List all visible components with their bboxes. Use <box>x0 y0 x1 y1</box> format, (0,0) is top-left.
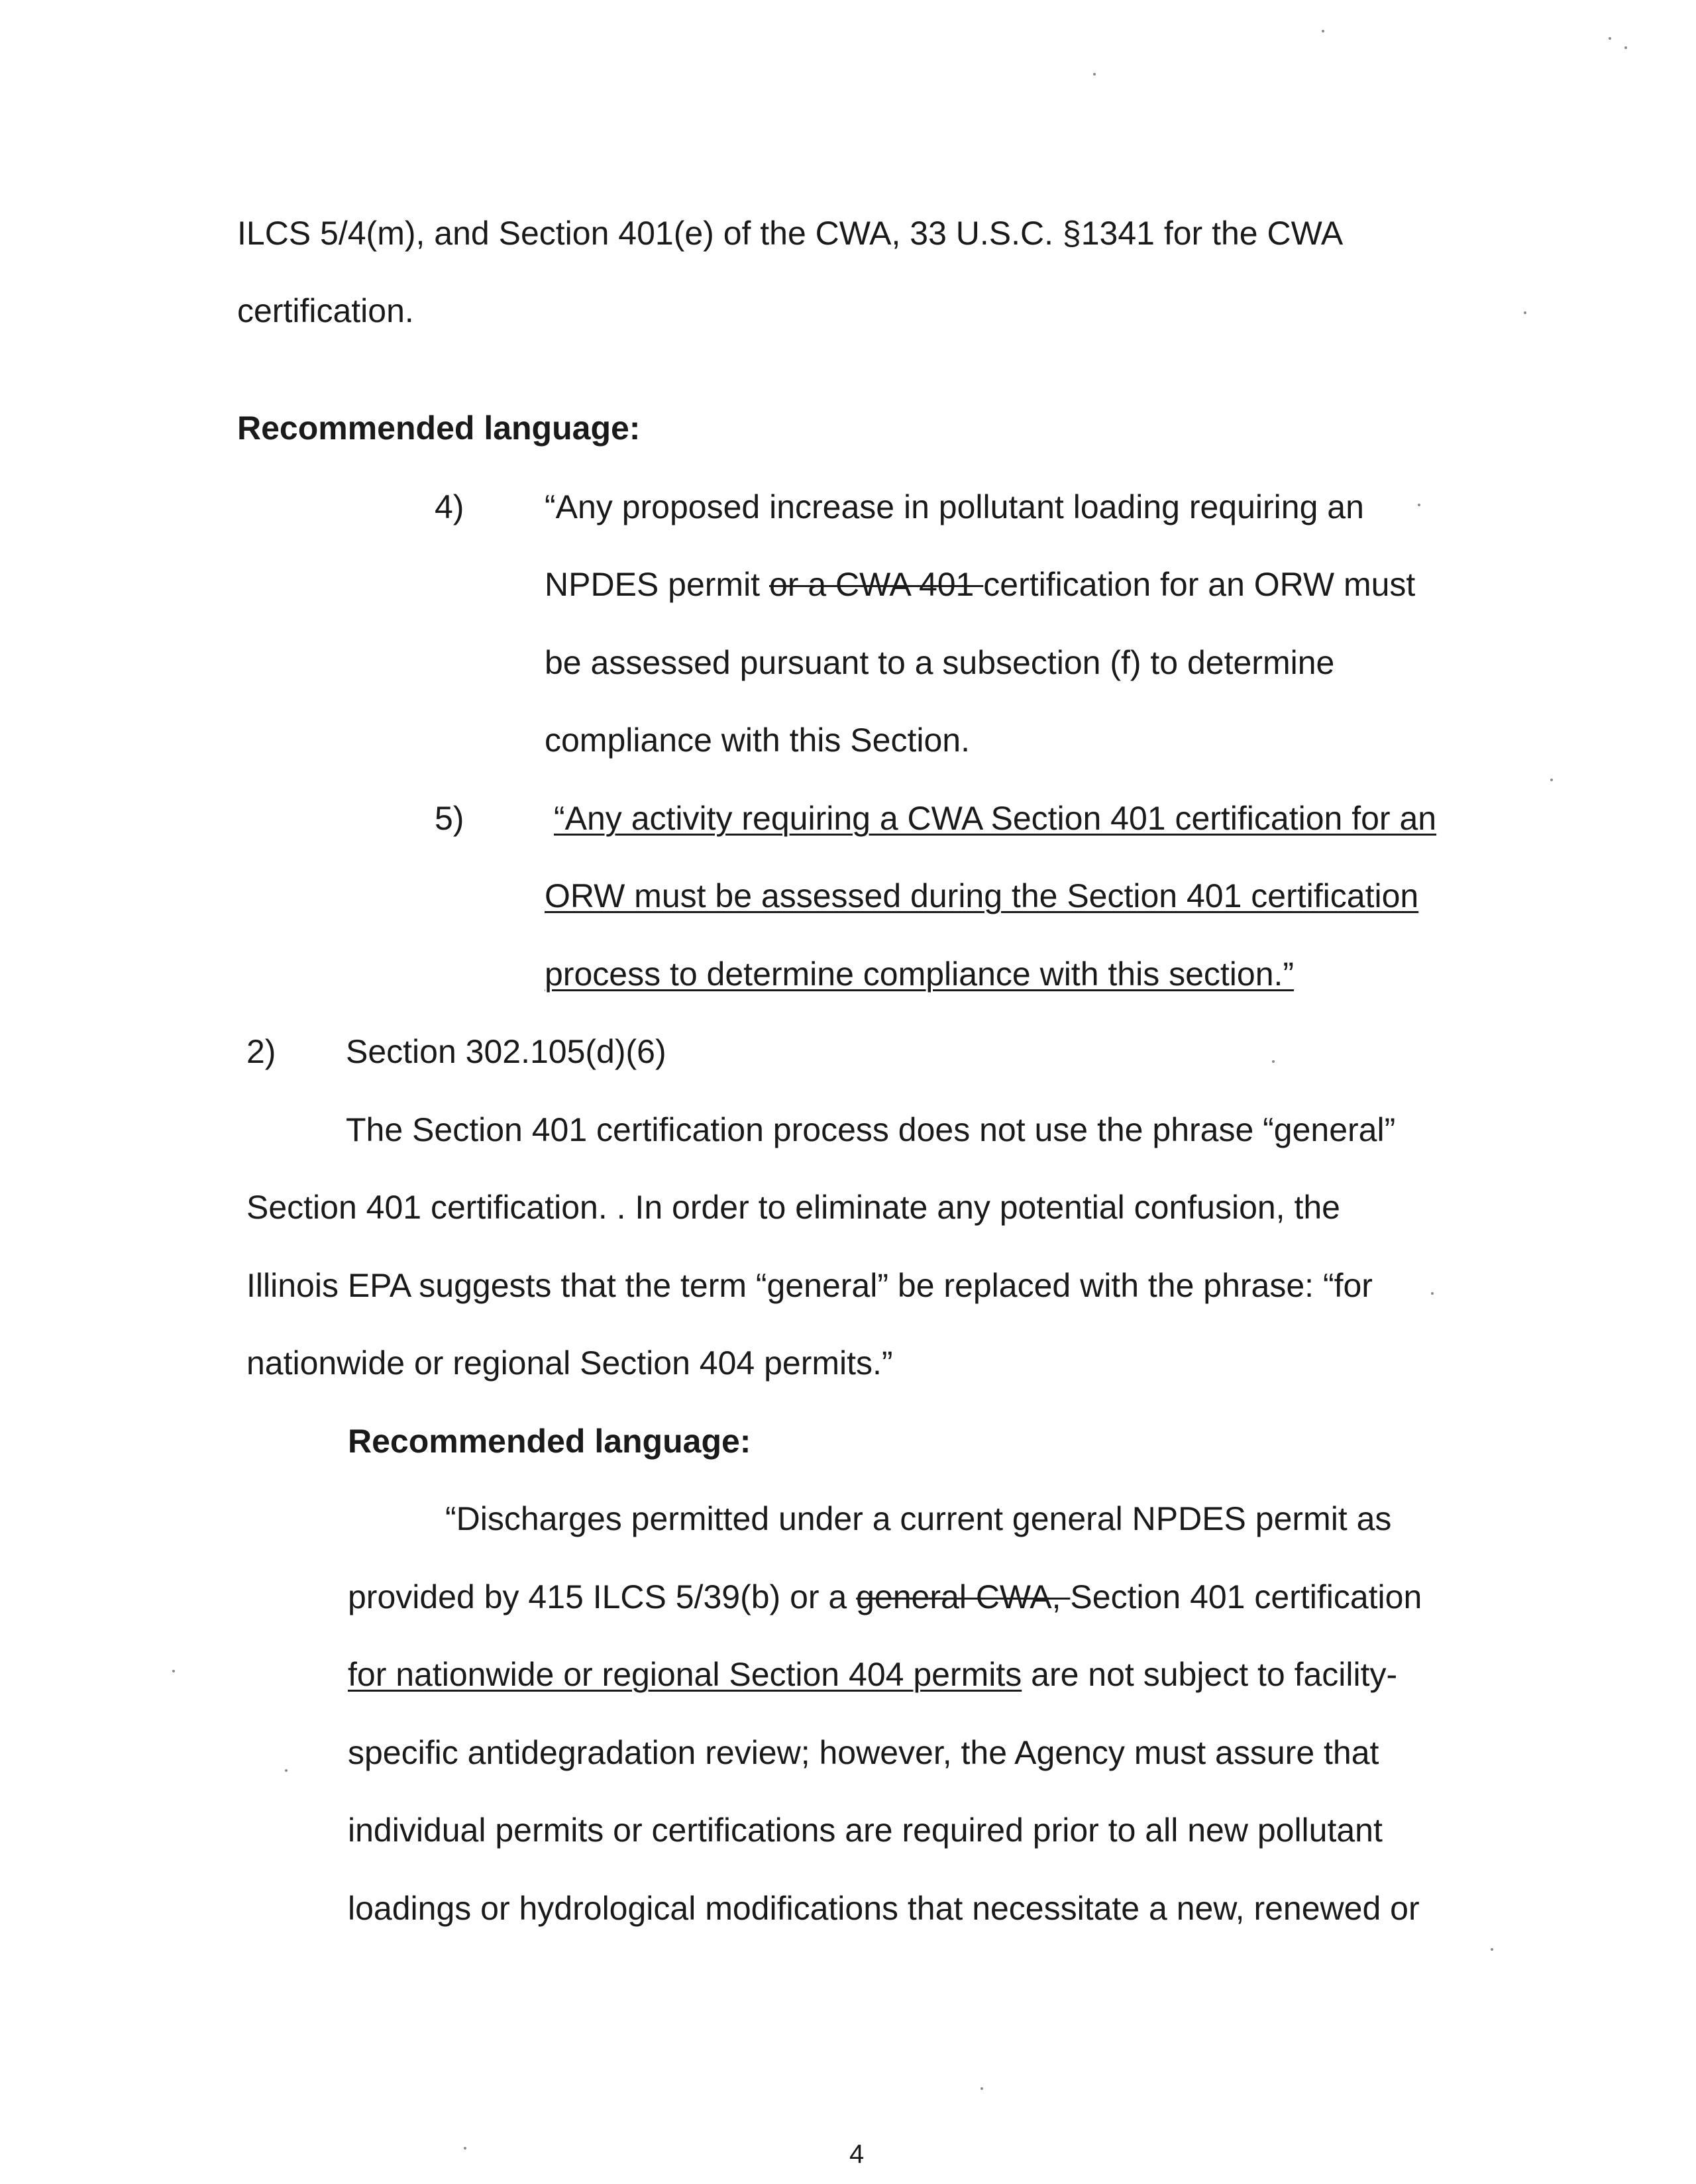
quote-underlined-text: for nationwide or regional Section 404 permits <box>348 1656 1022 1693</box>
item-4-number: 4) <box>435 488 464 525</box>
section-2-para-line-4: nationwide or regional Section 404 permits.” <box>246 1344 893 1382</box>
section-2-number: 2) <box>246 1033 276 1070</box>
item-4-line-2-text: NPDES permit <box>545 566 769 603</box>
recommended-language-heading-2: Recommended language: <box>348 1423 751 1460</box>
section-2-title: Section 302.105(d)(6) <box>346 1033 666 1070</box>
recommended-language-heading-1: Recommended language: <box>237 410 641 447</box>
item-4-line-2-post: certification for an ORW must <box>983 566 1416 603</box>
item-5-number: 5) <box>435 800 464 837</box>
item-4-line-4: compliance with this Section. <box>545 722 970 759</box>
scan-speck <box>980 2087 983 2090</box>
quote-line-3 <box>348 1655 1397 1694</box>
section-2-para-line-2: Section 401 certification. . In order to eliminate any potential confusion, the <box>246 1189 1340 1226</box>
scan-speck <box>1491 1948 1493 1951</box>
quote-line-2-post: Section 401 certification <box>1070 1578 1422 1615</box>
scan-speck <box>1272 1060 1275 1063</box>
quote-line-2 <box>348 1577 1422 1617</box>
intro-line-1: ILCS 5/4(m), and Section 401(e) of the CWA, 33 U.S.C. §1341 for the CWA <box>237 215 1344 252</box>
quote-struck-text: general CWA, <box>856 1578 1071 1615</box>
intro-line-2: certification. <box>237 292 414 329</box>
scan-speck <box>1431 1292 1434 1295</box>
page-number: 4 <box>849 2140 865 2169</box>
section-2-para-line-3: Illinois EPA suggests that the term “general” be replaced with the phrase: “for <box>246 1267 1373 1304</box>
quote-line-4: specific antidegradation review; however, the Agency must assure that <box>348 1734 1379 1771</box>
scan-speck <box>1524 311 1526 314</box>
scan-speck <box>464 2147 466 2150</box>
quote-line-1: “Discharges permitted under a current general NPDES permit as <box>445 1500 1392 1537</box>
scan-speck <box>172 1670 175 1672</box>
quote-line-5: individual permits or certifications are required prior to all new pollutant <box>348 1812 1383 1849</box>
scan-speck <box>1418 504 1420 506</box>
item-5-line-3: process to determine compliance with this section.” <box>545 956 1295 993</box>
item-5-line-2: ORW must be assessed during the Section 401 certification <box>545 877 1419 914</box>
section-2-para-line-1: The Section 401 certification process does not use the phrase “general” <box>346 1111 1396 1148</box>
scan-speck <box>1609 37 1611 40</box>
scan-speck <box>1624 46 1627 49</box>
quote-line-2-text: provided by 415 ILCS 5/39(b) or a <box>348 1578 857 1615</box>
scan-speck <box>1550 779 1553 781</box>
item-4-struck-text: or a CWA 401 <box>768 566 984 603</box>
quote-line-3-post: are not subject to facility- <box>1022 1656 1398 1693</box>
quote-line-6: loadings or hydrological modifications that necessitate a new, renewed or <box>348 1890 1420 1927</box>
item-4-line-2 <box>545 565 1415 604</box>
item-5-line-1: “Any activity requiring a CWA Section 401 certification for an <box>554 800 1437 837</box>
item-4-line-1: “Any proposed increase in pollutant loading requiring an <box>545 488 1364 525</box>
scan-speck <box>1322 30 1324 32</box>
item-4-line-3: be assessed pursuant to a subsection (f) to determine <box>545 644 1335 681</box>
scan-speck <box>1093 73 1096 76</box>
scan-speck <box>285 1769 288 1772</box>
